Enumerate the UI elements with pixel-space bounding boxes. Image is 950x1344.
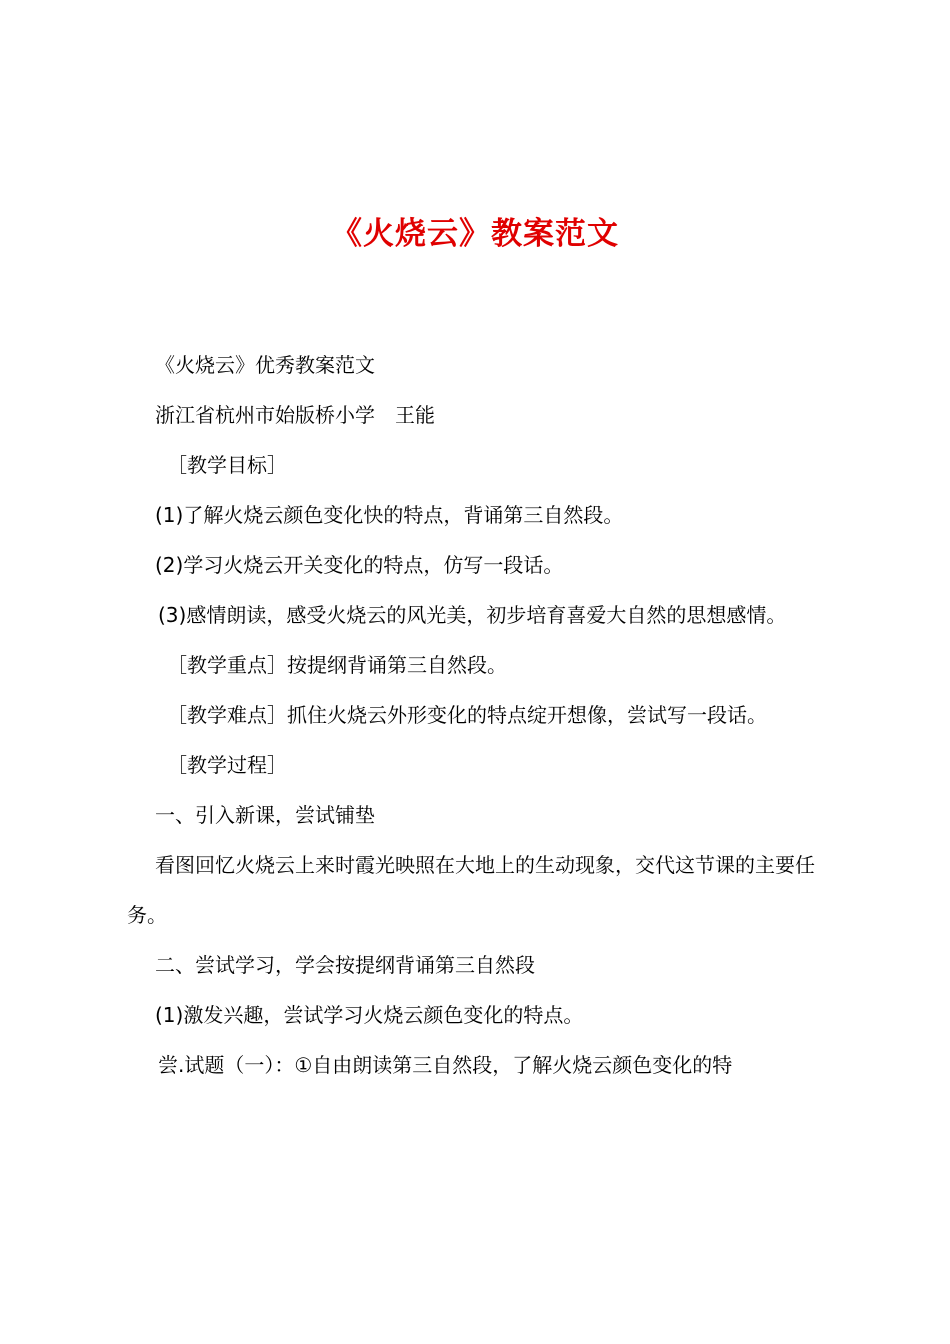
paragraph-section-2-item-1: (1)激发兴趣，尝试学习火烧云颜色变化的特点。 <box>155 1003 584 1027</box>
paragraph-subtitle: 《火烧云》优秀教案范文 <box>155 353 375 377</box>
paragraph-process-heading: ［教学过程］ <box>167 753 287 777</box>
paragraph-trial-question: 尝.试题（一）：①自由朗读第三自然段，了解火烧云颜色变化的特 <box>158 1053 733 1077</box>
paragraph-difficulty: ［教学难点］抓住火烧云外形变化的特点绽开想像，尝试写一段话。 <box>167 703 767 727</box>
paragraph-author: 浙江省杭州市始版桥小学 王能 <box>155 403 435 427</box>
paragraph-objective-2: (2)学习火烧云开关变化的特点，仿写一段话。 <box>155 553 564 577</box>
paragraph-section-1-body: 看图回忆火烧云上来时霞光映照在大地上的生动现象，交代这节课的主要任务。 <box>127 853 815 927</box>
document-title: 《火烧云》教案范文 <box>331 216 619 252</box>
paragraph-key-point: ［教学重点］按提纲背诵第三自然段。 <box>167 653 507 677</box>
paragraph-objective-3: (3)感情朗读，感受火烧云的风光美，初步培育喜爱大自然的思想感情。 <box>158 603 787 627</box>
paragraph-objectives-heading: ［教学目标］ <box>167 453 287 477</box>
paragraph-objective-1: (1)了解火烧云颜色变化快的特点，背诵第三自然段。 <box>155 503 624 527</box>
paragraph-section-2: 二、尝试学习，学会按提纲背诵第三自然段 <box>155 953 535 977</box>
paragraph-section-1: 一、引入新课，尝试铺垫 <box>155 803 375 827</box>
document-body <box>127 340 833 1090</box>
